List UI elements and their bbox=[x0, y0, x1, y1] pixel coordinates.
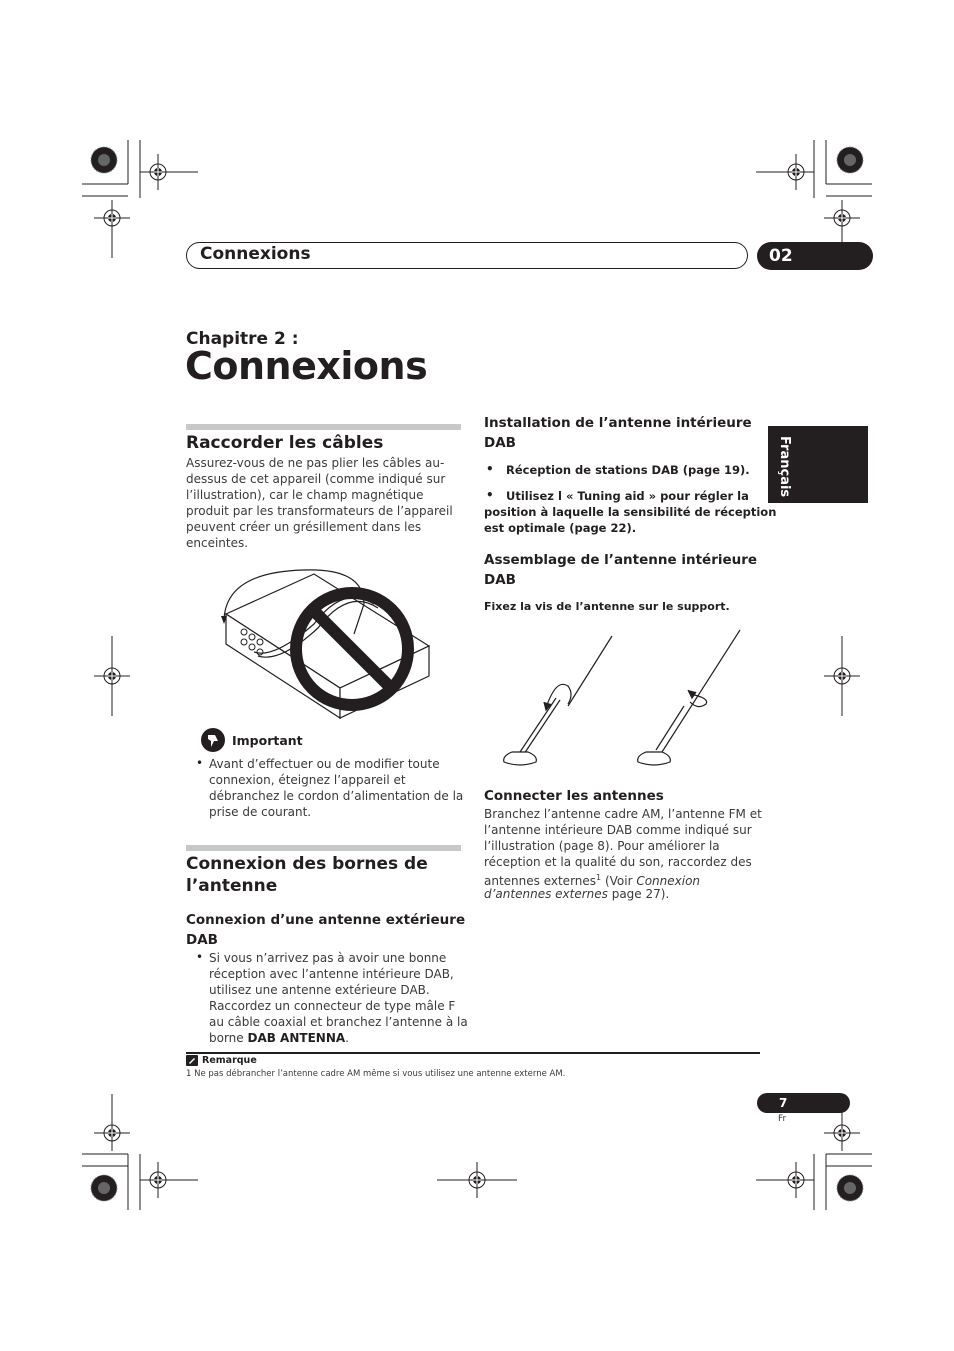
terminal-name: DAB ANTENNA bbox=[247, 1031, 346, 1045]
instruction-text: Fixez la vis de l’antenne sur le support. bbox=[484, 600, 730, 613]
text-segment: antennes externes bbox=[484, 874, 597, 888]
subsection-title: Assemblage de l’antenne intérieure bbox=[484, 552, 758, 568]
important-label: Important bbox=[232, 733, 303, 748]
section-title: Raccorder les câbles bbox=[186, 433, 384, 453]
paragraph-line: l’antenne intérieure DAB comme indiqué sur bbox=[484, 823, 752, 837]
subsection-title: DAB bbox=[484, 572, 516, 588]
text-segment: . bbox=[345, 1031, 349, 1045]
paragraph-line: réception et la qualité du son, raccordez des bbox=[484, 855, 752, 869]
chapter-number-badge: 02 bbox=[757, 242, 873, 270]
bullet-line: réception avec l’antenne intérieure DAB, bbox=[209, 967, 454, 981]
page-title: Connexions bbox=[185, 344, 428, 388]
bullet: • bbox=[196, 950, 204, 964]
text-segment: borne bbox=[209, 1031, 248, 1045]
section-divider bbox=[186, 845, 461, 851]
paragraph-line: produit par les transformateurs de l’appareil bbox=[186, 504, 453, 518]
paragraph-line: dessus de cet appareil (comme indiqué sur bbox=[186, 472, 446, 486]
bullet-line: est optimale (page 22). bbox=[484, 521, 637, 535]
text-segment: (Voir bbox=[601, 874, 637, 888]
bullet-line: prise de courant. bbox=[209, 805, 312, 819]
note-divider bbox=[186, 1052, 760, 1054]
section-divider bbox=[186, 424, 461, 430]
subsection-title: Connecter les antennes bbox=[484, 788, 664, 804]
note-title: Remarque bbox=[202, 1055, 257, 1066]
note-icon bbox=[186, 1055, 199, 1067]
paragraph-line: peuvent créer un grésillement dans les bbox=[186, 520, 422, 534]
text-segment: page 27). bbox=[607, 887, 670, 901]
paragraph-line bbox=[484, 886, 669, 902]
header-title: Connexions bbox=[200, 244, 311, 264]
cross-reference: d’antennes externes bbox=[484, 887, 608, 901]
bullet: • bbox=[486, 462, 494, 476]
bullet: • bbox=[196, 756, 204, 770]
page-language: Fr bbox=[778, 1114, 787, 1124]
section-title: Connexion des bornes de bbox=[186, 854, 428, 874]
bullet-line: débranchez le cordon d’alimentation de la bbox=[209, 789, 464, 803]
subsection-title: DAB bbox=[484, 435, 516, 451]
paragraph-line: l’illustration (page 8). Pour améliorer la bbox=[484, 839, 720, 853]
bullet-line: Si vous n’arrivez pas à avoir une bonne bbox=[209, 951, 447, 965]
bullet-line: utilisez une antenne extérieure DAB. bbox=[209, 983, 430, 997]
bullet-line: connexion, éteignez l’appareil et bbox=[209, 773, 406, 787]
footnote-ref: 1 bbox=[596, 873, 602, 882]
bullet-line bbox=[209, 1030, 349, 1046]
bullet-line: Raccordez un connecteur de type mâle F bbox=[209, 999, 456, 1013]
bullet-line: position à laquelle la sensibilité de réception bbox=[484, 505, 777, 519]
bullet-line: Utilisez l « Tuning aid » pour régler la bbox=[506, 489, 749, 503]
bullet-line: Réception de stations DAB (page 19). bbox=[506, 463, 750, 477]
footnote-text: 1 Ne pas débrancher l’antenne cadre AM même si vous utilisez une antenne externe AM. bbox=[186, 1069, 566, 1079]
chapter-label: Chapitre 2 : bbox=[186, 329, 299, 349]
paragraph-line: l’illustration), car le champ magnétique bbox=[186, 488, 424, 502]
subsection-title: Installation de l’antenne intérieure bbox=[484, 415, 752, 431]
important-icon bbox=[200, 727, 228, 753]
subsection-title: DAB bbox=[186, 932, 218, 948]
cable-prohibited-illustration bbox=[214, 564, 444, 724]
paragraph-line: Branchez l’antenne cadre AM, l’antenne FM et bbox=[484, 807, 762, 821]
page-number: 7 bbox=[757, 1093, 850, 1113]
bullet: • bbox=[486, 488, 494, 502]
subsection-title: Connexion d’une antenne extérieure bbox=[186, 912, 466, 928]
bullet-line: au câble coaxial et branchez l’antenne à la bbox=[209, 1015, 468, 1029]
antenna-assembly-illustration bbox=[494, 628, 754, 773]
paragraph-line: enceintes. bbox=[186, 536, 249, 550]
section-title: l’antenne bbox=[186, 876, 278, 896]
language-tab-label: Français bbox=[777, 436, 792, 498]
bullet-line: Avant d’effectuer ou de modifier toute bbox=[209, 757, 440, 771]
cross-reference: Connexion bbox=[636, 874, 701, 888]
paragraph-line: Assurez-vous de ne pas plier les câbles au- bbox=[186, 456, 445, 470]
